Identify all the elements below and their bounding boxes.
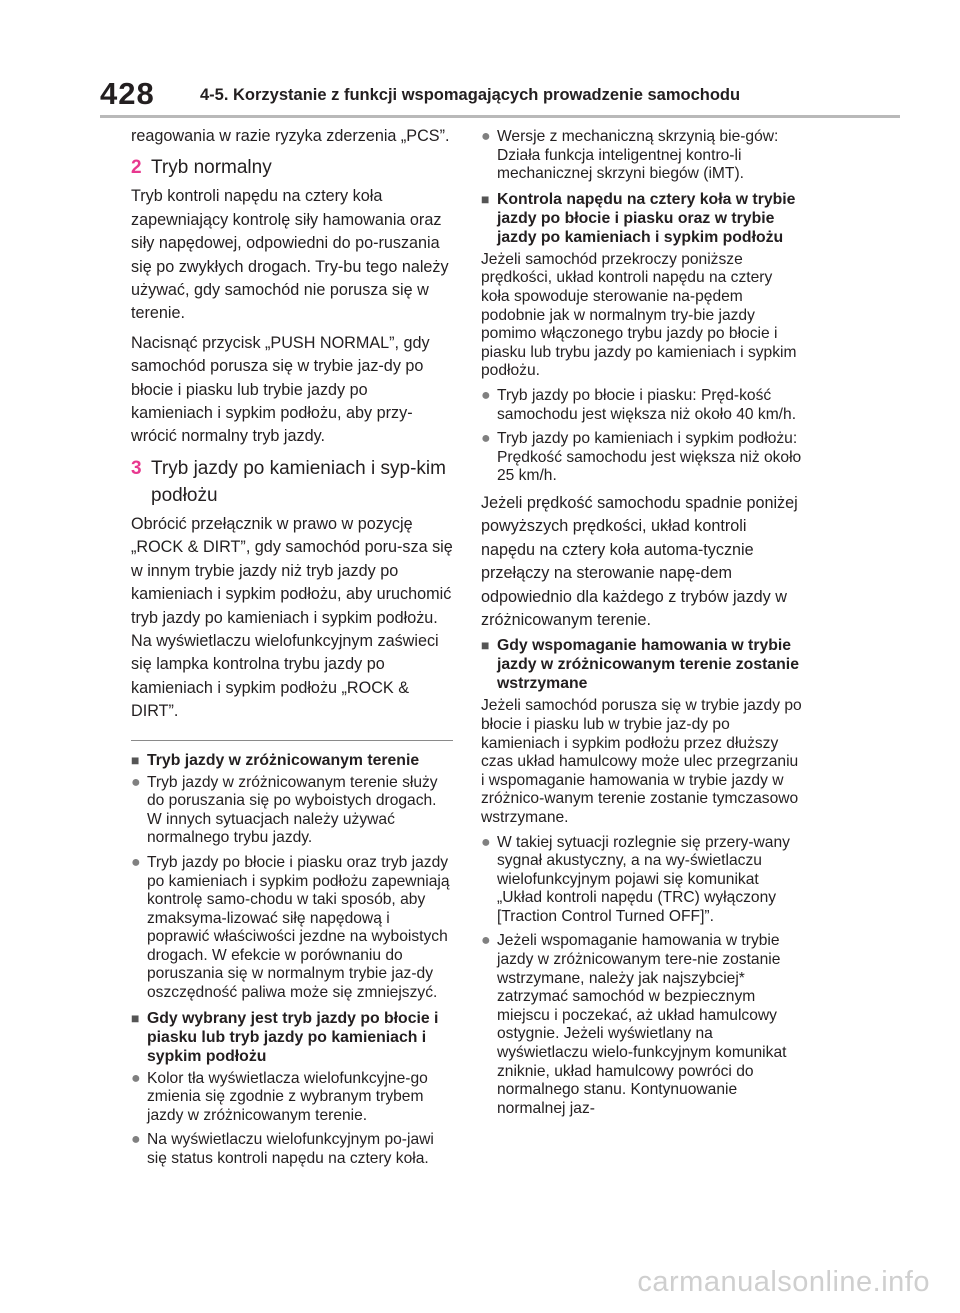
- header-rule: [100, 115, 900, 118]
- list-item: [481, 430, 803, 486]
- step-2-paragraph-1: Tryb kontroli napędu na cztery koła zapewniający kontrolę siły hamowania oraz siły napędowej, odpowiedni do po-ruszania się po zwykłych drogach. Try-bu tego należy używać, gdy samochód nie porusza się w terenie.: [131, 187, 449, 323]
- step-2-heading: [131, 154, 453, 181]
- square-marker-icon: ■: [131, 751, 140, 768]
- list-item: [131, 854, 453, 1003]
- list-item-text: Tryb jazdy w zróżnicowanym terenie służy do poruszania się po wyboistych drogach. W innych sytuacjach należy używać normalnego trybu jazdy.: [147, 773, 438, 847]
- section-heading-mud-rock-mode: [131, 1009, 453, 1066]
- list-item: [131, 774, 453, 848]
- list-item-text: Jeżeli wspomaganie hamowania w trybie jazdy w zróżnicowanym tere-nie zostanie wstrzymane, należy jak najszybciej* zatrzymać samochód w bezpiecznym miejscu i poczekać, aż układ hamulcowy ostygnie. Jeżeli wyświetlany na wyświetlaczu wielo-funkcyjnym komunikat zniknie, układ hamulcowy powróci do normalnego stanu. Kontynuowanie normalnej jaz-: [497, 932, 787, 1117]
- square-marker-icon: ■: [481, 637, 490, 654]
- paragraph: Jeżeli samochód porusza się w trybie jazdy po błocie i piasku lub w trybie jaz-dy po kamieniach i sypkim podłożu przez dłuższy czas układ hamulcowy może ulec przegrzaniu i wspomaganie hamowania w trybie jazdy w zróżnico-wanym terenie zostanie tymczasowo wstrzymane.: [481, 697, 802, 826]
- watermark: carmanualsonline.info: [637, 1266, 930, 1298]
- list-item-text: Na wyświetlaczu wielofunkcyjnym po-jawi się status kontroli napędu na cztery koła.: [147, 1131, 434, 1168]
- section-heading-brake-assist-suspended: [481, 636, 803, 693]
- bullet-dot-icon: ●: [481, 932, 491, 950]
- step-3-heading: [131, 455, 453, 509]
- bullet-dot-icon: ●: [481, 128, 491, 145]
- bullet-dot-icon: ●: [131, 773, 141, 791]
- right-column: [481, 125, 803, 1124]
- list-item: [481, 834, 803, 927]
- list-item-text: W takiej sytuacji rozlegnie się przery-wany sygnał akustyczny, a na wy-świetlaczu wielofunkcyjnym pojawi się komunikat „Układ kontroli napędu (TRC) wyłączony [Traction Control Turned OFF]”.: [497, 833, 790, 925]
- section-heading-text: Kontrola napędu na cztery koła w trybie jazdy po błocie i piasku oraz w trybie jazdy po kamieniach i sypkim podłożu: [497, 190, 796, 246]
- bullet-dot-icon: ●: [131, 1069, 141, 1087]
- square-marker-icon: ■: [131, 1009, 140, 1026]
- step-3-paragraph: Obrócić przełącznik w prawo w pozycję „ROCK & DIRT”, gdy samochód poru-sza się w innym trybie jazdy niż tryb jazdy po kamieniach i sypkim podłożu, aby uruchomić tryb jazdy po kamieniach i sypkim podłożu. Na wyświetlaczu wielofunkcyjnym zaświeci się lampka kontrolna trybu jazdy po kamieniach i sypkim podłożu „ROCK & DIRT”.: [131, 514, 453, 721]
- list-item: [481, 387, 803, 424]
- bullet-dot-icon: ●: [131, 1131, 141, 1149]
- step-2-title: Tryb normalny: [151, 157, 272, 179]
- step-3-title: Tryb jazdy po kamieniach i syp-kim podłożu: [151, 457, 446, 506]
- intro-text: reagowania w razie ryzyka zderzenia „PCS”.: [131, 127, 450, 145]
- paragraph: Jeżeli samochód przekroczy poniższe prędkości, układ kontroli napędu na cztery koła spowoduje sterowanie na-pędem podobnie jak w normalnym try-bie jazdy pomimo włączonego trybu jazdy po błocie i piasku lub trybu jazdy po kamieniach i sypkim podłożu.: [481, 250, 797, 380]
- page-number: 428: [100, 76, 155, 111]
- list-item-text: Wersje z mechaniczną skrzynią bie-gów: Działa funkcja inteligentnej kontro-li mechanicznej skrzyni biegów (iMT).: [497, 128, 779, 183]
- left-column: [131, 125, 453, 1175]
- section-divider: [131, 740, 453, 741]
- section-heading-offroad-mode: [131, 751, 453, 770]
- list-item-text: Tryb jazdy po kamieniach i sypkim podłożu: Prędkość samochodu jest większa niż około 25 km/h.: [497, 430, 802, 485]
- section-heading-text: Tryb jazdy w zróżnicowanym terenie: [147, 751, 420, 769]
- chapter-title: 4-5. Korzystanie z funkcji wspomagających prowadzenie samochodu: [200, 86, 741, 104]
- paragraph: Jeżeli prędkość samochodu spadnie poniżej powyższych prędkości, układ kontroli napędu na cztery koła automa-tycznie przełączy na sterowanie napę-dem odpowiednio dla każdego z trybów jazdy w zróżnicowanym terenie.: [481, 493, 798, 629]
- bullet-dot-icon: ●: [481, 430, 491, 448]
- list-item: [481, 932, 803, 1118]
- list-item: [131, 1070, 453, 1126]
- step-2-paragraph-2: Nacisnąć przycisk „PUSH NORMAL”, gdy samochód porusza się w trybie jaz-dy po błocie i piasku lub trybie jazdy po kamieniach i sypkim podłożu, aby przy-wrócić normalny tryb jazdy.: [131, 333, 430, 446]
- section-heading-4wd-control: [481, 190, 803, 247]
- bullet-dot-icon: ●: [481, 833, 491, 851]
- step-3-number: 3: [131, 457, 142, 479]
- page-header: [100, 70, 860, 118]
- step-2-number: 2: [131, 157, 142, 179]
- list-item: [481, 128, 803, 184]
- section-heading-text: Gdy wybrany jest tryb jazdy po błocie i piasku lub tryb jazdy po kamieniach i sypkim podłożu: [147, 1009, 439, 1065]
- bullet-dot-icon: ●: [131, 853, 141, 871]
- list-item-text: Tryb jazdy po błocie i piasku: Pręd-kość samochodu jest większa niż około 40 km/h.: [497, 386, 797, 423]
- section-heading-text: Gdy wspomaganie hamowania w trybie jazdy w zróżnicowanym terenie zostanie wstrzymane: [497, 637, 799, 693]
- bullet-dot-icon: ●: [481, 386, 491, 404]
- square-marker-icon: ■: [481, 190, 490, 207]
- list-item-text: Tryb jazdy po błocie i piasku oraz tryb jazdy po kamieniach i sypkim podłożu zapewniają kontrolę samo-chodu w taki sposób, aby zmaksyma-lizować siłę napędową i poprawić właściwości jezdne na wyboistych drogach. W efekcie w porównaniu do poruszania się w normalnym trybie jaz-dy oszczędność paliwa może się zmniejszyć.: [147, 853, 450, 1002]
- list-item-text: Kolor tła wyświetlacza wielofunkcyjne-go zmienia się zgodnie z wybranym trybem jazdy w zróżnicowanym terenie.: [147, 1069, 428, 1124]
- list-item: [131, 1131, 453, 1168]
